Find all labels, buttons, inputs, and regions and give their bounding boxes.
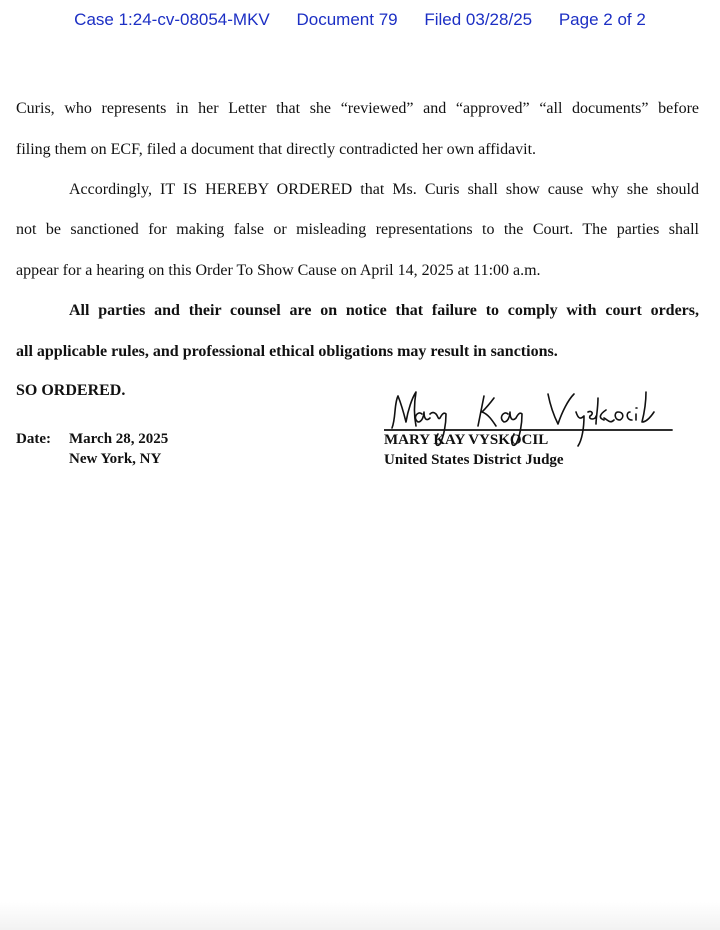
- date-label: Date:: [16, 431, 51, 447]
- text-line: Curis, who represents in her Letter that she “reviewed” and “approved” “all documents” before: [16, 100, 699, 117]
- text-line: Accordingly, IT IS HEREBY ORDERED that Ms. Curis shall show cause why she should: [69, 181, 699, 198]
- text-line: filing them on ECF, filed a document that directly contradicted her own affidavit.: [16, 141, 537, 158]
- text-line: All parties and their counsel are on notice that failure to comply with court orders,: [69, 302, 699, 319]
- text-line: appear for a hearing on this Order To Show Cause on April 14, 2025 at 11:00 a.m.: [16, 262, 541, 279]
- signature-block: [384, 384, 684, 474]
- document-number: Document 79: [296, 10, 398, 29]
- handwritten-signature: [384, 384, 684, 474]
- text-line: not be sanctioned for making false or misleading representations to the Court. The parties shall: [16, 221, 699, 238]
- order-location: New York, NY: [69, 451, 162, 467]
- page-number: Page 2 of 2: [558, 10, 646, 29]
- judge-title: United States District Judge: [384, 452, 564, 468]
- judge-name: MARY KAY VYSKOCIL: [384, 432, 549, 448]
- page-bottom-shade: [0, 902, 720, 930]
- filed-date: Filed 03/28/25: [424, 10, 533, 29]
- case-number: Case 1:24-cv-08054-MKV: [74, 10, 270, 29]
- ecf-header: [0, 10, 720, 30]
- so-ordered-text: SO ORDERED.: [16, 382, 126, 399]
- order-date: March 28, 2025: [69, 431, 169, 447]
- text-line: all applicable rules, and professional ethical obligations may result in sanctions.: [16, 343, 558, 360]
